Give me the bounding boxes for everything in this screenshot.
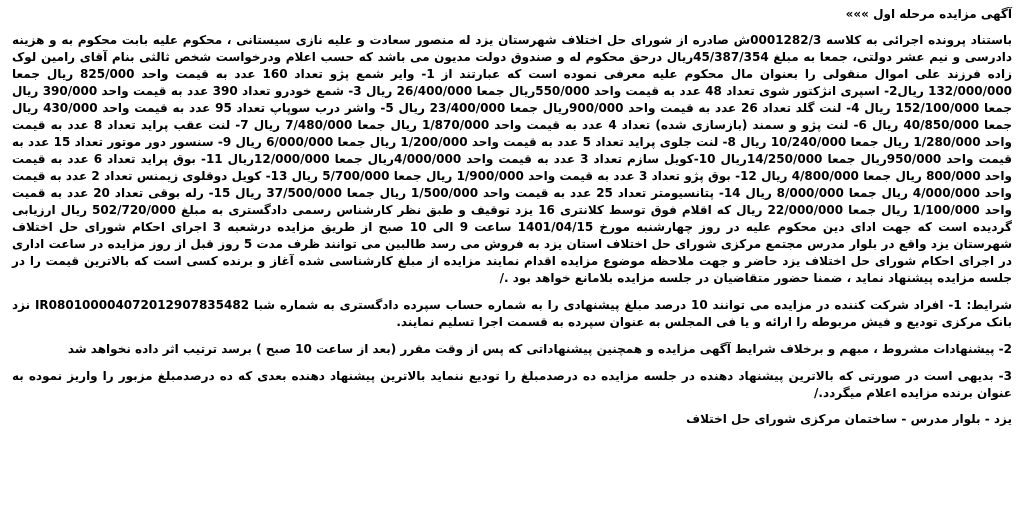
conditions-paragraph: شرایط: 1- افراد شرکت کننده در مزایده می توانند 10 درصد مبلغ پیشنهادی را به شماره حساب سپرده دادگستری به شماره شبا IR080100004072012907835482 نزد بانک مرکزی تودیع و فیش مربوطه را ارائه و یا فی المجلس به عنوان سپرده به قسمت اجرا تسلیم نمایند. <box>12 298 1013 329</box>
notice-title: آگهی مزایده مرحله اول »»» <box>845 7 1012 21</box>
condition-3-paragraph: 3- بدیهی است در صورتی که بالاترین پیشنهاد دهنده در جلسه مزایده ده درصدمبلغ را تودیع ننماید بالاترین پیشنهاد دهنده بعدی که ده درصدمبلغ مزبور را واریز نموده به عنوان برنده مزایده اعلام میگردد./ <box>12 369 1012 400</box>
notice-body-paragraph: باستناد پرونده اجرائی به کلاسه 0001282/3ش صادره از شورای حل اختلاف شهرستان یزد له منصور سعادت و علیه نازی سیستانی ، محکوم علیه بابت محکوم به و هزینه دادرسی و نیم عشر دولتی، جمعا به مبلغ 45/387/354ریال درحق محکوم له و صندوق دولت مدیون می باشد که حسب اعلام ودرخواست شخص ثالثی بنام آقای رامین لوک زاده فرزند علی اموال منقولی را بعنوان مال محکوم علیه معرفی نموده است که عبارتند از 1- وایر شمع پژو تعداد 160 عدد به قیمت واحد 825/000 ریال جمعا 132/000/000 ریال2- اسپری انژکتور شوی تعداد 48 عدد به قیمت واحد 550/000ریال جمعا 26/400/000 ریال 3- شمع خودرو تعداد 390 عدد به قیمت واحد 390/000 ریال جمعا 152/100/000 ریال 4- لنت گلد تعداد 26 عدد به قیمت واحد 900/000ریال جمعا 23/400/000 ریال 5- واشر درب سوپاپ تعداد 95 عدد به قیمت واحد 430/000 ریال جمعا 40/850/000 ریال 6- لنت پژو و سمند (بازسازی شده) تعداد 4 عدد به قیمت واحد 1/870/000 ریال جمعا 7/480/000 ریال 7- لنت عقب پراید تعداد 8 عدد به قیمت واحد 1/280/000 ریال جمعا 10/240/000 ریال 8- لنت جلوی پراید تعداد 5 عدد به قیمت واحد 1/200/000 ریال جمعا 6/000/000 ریال 9- سنسور دور موتور تعداد 15 عدد به قیمت واحد 950/000ریال جمعا 14/250/000ریال 10-کویل سازم تعداد 3 عدد به قیمت واحد 4/000/000ریال جمعا 12/000/000ریال 11- بوق پراید تعداد 6 عدد به قیمت واحد 800/000 ریال جمعا 4/800/000 ریال 12- بوق پژو تعداد 3 عدد به قیمت واحد 1/900/000 ریال جمعا 5/700/000 ریال 13- کویل دوقلوی زیمنس تعداد 2 عدد به قیمت واحد 4/000/000 ریال جمعا 8/000/000 ریال 14- پتانسیومتر تعداد 25 عدد به قیمت واحد 1/500/000 ریال جمعا 37/500/000 ریال 15- رله بوقی تعداد 20 عدد به قمیت واحد 1/100/000 ریال جمعا 22/000/000 ریال که اقلام فوق توسط کلانتری 16 یزد توقیف و طبق نظر کارشناس رسمی دادگستری به مبلغ 502/720/000 ریال ارزیابی گردیده است که جهت ادای دین محکوم علیه در روز چهارشنبه مورخ 1401/04/15 ساعت 9 الی 10 صبح از طریق مزایده درشعبه 3 اجرای احکام شورای حل اختلاف شهرستان یزد واقع در بلوار مدرس مجتمع مرکزی شورای حل اختلاف استان یزد به فروش می رسد طالبین می توانند ظرف مدت 5 روز قبل از روز مزایده در ساعت اداری در اجرای احکام شورای حل اختلاف یزد حاضر و جهت ملاحظه موضوع مزایده اقدام نمایند مزایده از مبلغ کارشناسی شده آغاز و برنده کسی است که بالاترین قیمت را در جلسه مزایده پیشنهاد نماید ، ضمنا حضور متقاضیان در جلسه مزایده بلامانع خواهد بود ./ <box>12 33 1013 285</box>
condition-2-paragraph: 2- پیشنهادات مشروط ، مبهم و برخلاف شرایط آگهی مزایده و همچنین پیشنهاداتی که پس از وقت مقرر (بعد از ساعت 10 صبح ) برسد ترتیب اثر داده نخواهد شد <box>67 342 1012 356</box>
address-line: یزد - بلوار مدرس - ساختمان مرکزی شورای حل اختلاف <box>686 412 1012 426</box>
